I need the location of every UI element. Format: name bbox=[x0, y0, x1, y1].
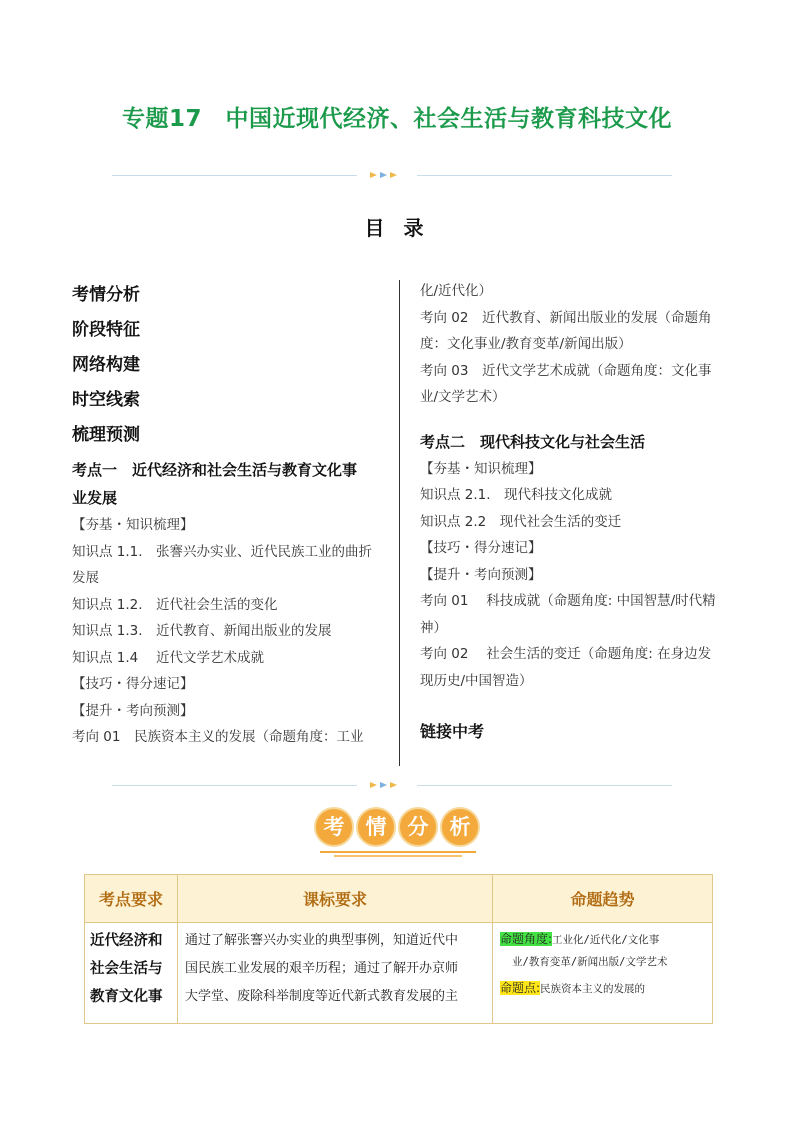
table-cell-trend: 命题角度:工业化/近代化/文化事 业/教育变革/新闻出版/文学艺术 命题点:民族资本主义的发展的 bbox=[493, 923, 713, 1024]
toc-item[interactable]: 知识点 2.1. 现代科技文化成就 bbox=[420, 487, 613, 503]
toc-heading: 目 录 bbox=[364, 216, 430, 240]
toc-item[interactable]: 度：文化事业/教育变革/新闻出版） bbox=[420, 336, 632, 352]
toc-left-column bbox=[72, 278, 382, 751]
toc-section[interactable]: 考情分析 bbox=[72, 285, 140, 305]
table-header: 考点要求 bbox=[85, 875, 178, 923]
toc-link-zhongkao[interactable]: 链接中考 bbox=[420, 722, 485, 741]
analysis-table bbox=[84, 874, 713, 1024]
toc-item[interactable]: 知识点 1.2. 近代社会生活的变化 bbox=[72, 596, 278, 613]
toc-section[interactable]: 阶段特征 bbox=[72, 320, 140, 340]
toc-item[interactable]: 考向 01 民族资本主义的发展（命题角度：工业 bbox=[72, 729, 364, 745]
badge-underline bbox=[334, 855, 462, 857]
toc-item[interactable]: 业/文学艺术） bbox=[420, 389, 506, 405]
toc-item[interactable]: 知识点 1.4 近代文学艺术成就 bbox=[72, 649, 265, 666]
section-badge bbox=[314, 807, 482, 855]
toc-item[interactable]: 考向 03 近代文学艺术成就（命题角度：文化事 bbox=[420, 362, 712, 379]
toc-item[interactable]: 考向 01 科技成就（命题角度: 中国智慧/时代精 bbox=[420, 593, 716, 609]
toc-item[interactable]: 【提升・考向预测】 bbox=[72, 702, 194, 719]
arrow-icon bbox=[380, 782, 387, 788]
toc-item[interactable]: 【技巧・得分速记】 bbox=[72, 676, 194, 692]
toc-item[interactable]: 【技巧・得分速记】 bbox=[420, 540, 542, 556]
toc-item[interactable]: 现历史/中国智造） bbox=[420, 672, 533, 689]
table-row bbox=[85, 923, 713, 1024]
toc-item[interactable]: 发展 bbox=[72, 570, 99, 586]
toc-section[interactable]: 梳理预测 bbox=[72, 425, 140, 445]
toc-item[interactable]: 【提升・考向预测】 bbox=[420, 566, 542, 583]
table-header: 课标要求 bbox=[178, 875, 493, 923]
toc-item[interactable]: 化/近代化） bbox=[420, 283, 493, 299]
toc-right-column bbox=[420, 278, 730, 746]
toc-kaodian-1-cont[interactable]: 业发展 bbox=[72, 489, 118, 507]
toc-kaodian-1[interactable]: 考点一 近代经济和社会生活与教育文化事 bbox=[72, 461, 358, 479]
toc-column-divider bbox=[399, 280, 400, 766]
badge-char: 析 bbox=[440, 807, 480, 847]
badge-char: 考 bbox=[314, 807, 354, 847]
table-header: 命题趋势 bbox=[493, 875, 713, 923]
toc-kaodian-2[interactable]: 考点二 现代科技文化与社会生活 bbox=[420, 432, 646, 451]
highlight-label: 命题角度: bbox=[500, 932, 553, 946]
badge-char: 情 bbox=[356, 807, 396, 847]
arrow-icon bbox=[370, 172, 377, 178]
toc-item[interactable]: 神） bbox=[420, 619, 447, 636]
toc-item[interactable]: 知识点 2.2 现代社会生活的变迁 bbox=[420, 513, 622, 530]
arrow-icon bbox=[380, 172, 387, 178]
toc-item[interactable]: 考向 02 社会生活的变迁（命题角度: 在身边发 bbox=[420, 646, 712, 662]
toc-section[interactable]: 网络构建 bbox=[72, 355, 140, 375]
badge-char: 分 bbox=[398, 807, 438, 847]
arrow-icon bbox=[370, 782, 377, 788]
title-divider bbox=[112, 172, 672, 178]
toc-item[interactable]: 【夯基・知识梳理】 bbox=[72, 517, 194, 533]
table-cell-curriculum: 通过了解张謇兴办实业的典型事例，知道近代中 国民族工业发展的艰辛历程；通过了解开办京师 大学堂、废除科举制度等近代新式教育发展的主 bbox=[178, 923, 493, 1024]
highlight-label: 命题点: bbox=[500, 981, 541, 995]
document-title: 专题17 中国近现代经济、社会生活与教育科技文化 bbox=[121, 106, 672, 132]
toc-item[interactable]: 知识点 1.1. 张謇兴办实业、近代民族工业的曲折 bbox=[72, 543, 373, 560]
badge-underline bbox=[320, 851, 476, 853]
toc-item[interactable]: 知识点 1.3. 近代教育、新闻出版业的发展 bbox=[72, 623, 332, 639]
section-divider bbox=[112, 782, 672, 788]
arrow-icon bbox=[390, 172, 397, 178]
table-header-row bbox=[85, 875, 713, 923]
table-cell-requirement: 近代经济和 社会生活与 教育文化事 bbox=[85, 923, 178, 1024]
toc-section[interactable]: 时空线索 bbox=[72, 390, 140, 410]
toc-item[interactable]: 【夯基・知识梳理】 bbox=[420, 460, 542, 477]
toc-item[interactable]: 考向 02 近代教育、新闻出版业的发展（命题角 bbox=[420, 309, 712, 326]
arrow-icon bbox=[390, 782, 397, 788]
